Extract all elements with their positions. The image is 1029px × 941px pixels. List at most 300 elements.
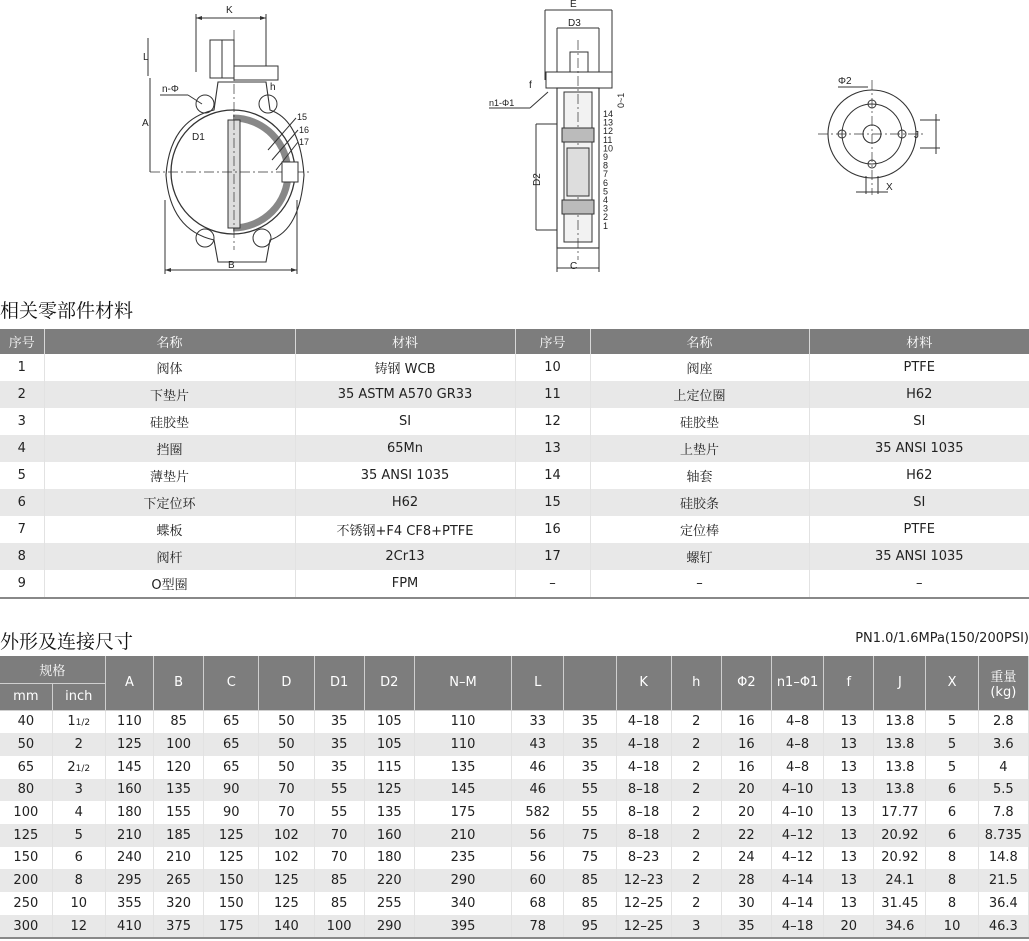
table-cell: 125 — [105, 733, 153, 756]
table-cell: 78 — [512, 915, 564, 939]
table-cell: 28 — [721, 869, 771, 892]
table-cell: 265 — [154, 869, 204, 892]
table-cell: 135 — [414, 756, 511, 779]
table-cell: 13 — [824, 847, 874, 870]
table-cell: 4–18 — [616, 710, 671, 733]
table-cell: 2 — [671, 779, 721, 802]
table-cell: 6 — [926, 824, 978, 847]
table-cell: 16 — [721, 710, 771, 733]
pressure-rating-note: PN1.0/1.6MPa(150/200PSI) — [855, 631, 1029, 646]
size-mm-cell: 300 — [0, 915, 52, 939]
table-row — [0, 733, 1029, 756]
flange-view-drawing — [818, 76, 940, 195]
table-cell: 180 — [105, 801, 153, 824]
dim-C-label: C — [570, 261, 578, 272]
table-cell: 2 — [671, 847, 721, 870]
table-cell: 1 — [0, 354, 44, 381]
table-cell: 下垫片 — [44, 381, 295, 408]
dim-f-label: f — [529, 80, 532, 91]
table-cell: 68 — [512, 892, 564, 915]
table-cell: 125 — [204, 847, 259, 870]
table-row — [0, 381, 1029, 408]
table-cell: 46.3 — [978, 915, 1028, 939]
table-cell: 90 — [204, 779, 259, 802]
table-cell: 60 — [512, 869, 564, 892]
size-inch-cell — [52, 824, 105, 847]
dim-D2-label: D2 — [532, 173, 543, 186]
table-cell: 2 — [671, 733, 721, 756]
table-cell: 3 — [0, 408, 44, 435]
table-cell: 185 — [154, 824, 204, 847]
table-cell: 阀杆 — [44, 543, 295, 570]
side-callout-11: 11 — [603, 134, 613, 145]
table-cell: 85 — [564, 869, 616, 892]
table-cell: 35 ANSI 1035 — [295, 462, 515, 489]
table-cell: 35 — [721, 915, 771, 939]
table-cell: 46 — [512, 779, 564, 802]
size-mm-cell: 80 — [0, 779, 52, 802]
table-row — [0, 489, 1029, 516]
table-cell: 4–10 — [771, 779, 823, 802]
size-mm-cell: 100 — [0, 801, 52, 824]
side-callout-4: 4 — [603, 195, 609, 205]
side-callout-2: 2 — [603, 212, 609, 223]
table-cell: 582 — [512, 801, 564, 824]
table-cell: 65 — [204, 756, 259, 779]
table-cell: 2 — [0, 381, 44, 408]
table-cell: 6 — [926, 779, 978, 802]
table-cell: 2Cr13 — [295, 543, 515, 570]
table-cell: 16 — [721, 756, 771, 779]
table-cell: 65 — [204, 710, 259, 733]
table-cell: 56 — [512, 824, 564, 847]
table-cell: 70 — [314, 824, 364, 847]
table-cell: 4–18 — [616, 756, 671, 779]
table-cell: 100 — [154, 733, 204, 756]
table-cell: 21.5 — [978, 869, 1028, 892]
size-inch-cell — [52, 733, 105, 756]
dims-col-header: D1 — [314, 656, 364, 710]
table-row — [0, 408, 1029, 435]
side-callout-3: 3 — [603, 203, 609, 214]
callout-15: 15 — [297, 112, 308, 122]
table-cell: 9 — [0, 570, 44, 598]
table-cell: 34.6 — [874, 915, 926, 939]
dim-0-1-label: 0~1 — [616, 92, 626, 108]
table-cell: 定位棒 — [590, 516, 809, 543]
table-row — [0, 892, 1029, 915]
inch-whole: 5 — [74, 827, 83, 843]
table-cell: 4–8 — [771, 756, 823, 779]
dims-col-header: C — [204, 656, 259, 710]
table-row — [0, 516, 1029, 543]
table-cell: 13.8 — [874, 756, 926, 779]
table-row — [0, 824, 1029, 847]
table-cell: 6 — [0, 489, 44, 516]
parts-materials-table — [0, 329, 1029, 599]
table-cell: H62 — [906, 468, 933, 483]
side-callout-14: 14 — [603, 109, 614, 119]
table-cell: 43 — [512, 733, 564, 756]
dims-col-header: D — [259, 656, 314, 710]
dims-col-header: h — [671, 656, 721, 710]
table-cell: 20.92 — [874, 847, 926, 870]
parts-col-header: 名称 — [590, 329, 809, 354]
table-cell: 35 — [564, 710, 616, 733]
front-view-drawing — [142, 5, 310, 274]
size-mm-cell: 200 — [0, 869, 52, 892]
table-cell: 210 — [105, 824, 153, 847]
table-cell: 硅胶垫 — [590, 408, 809, 435]
inch-whole: 4 — [74, 805, 83, 821]
table-cell: 轴套 — [590, 462, 809, 489]
table-row — [0, 543, 1029, 570]
table-cell: 挡圈 — [44, 435, 295, 462]
dim-D3-label: D3 — [568, 18, 581, 29]
table-cell: 硅胶条 — [590, 489, 809, 516]
table-cell: 340 — [414, 892, 511, 915]
table-cell: – — [809, 570, 1029, 598]
table-cell: 20 — [721, 779, 771, 802]
side-callout-1: 1 — [603, 220, 609, 231]
table-cell: 蝶板 — [44, 516, 295, 543]
table-cell: 160 — [364, 824, 414, 847]
table-cell: 4–12 — [771, 847, 823, 870]
size-inch-cell — [52, 710, 105, 733]
table-cell: 255 — [364, 892, 414, 915]
table-cell: 210 — [414, 824, 511, 847]
table-cell: 8–18 — [616, 801, 671, 824]
table-cell: 17 — [515, 543, 590, 570]
table-cell: – — [515, 570, 590, 598]
table-cell: PTFE — [903, 522, 935, 537]
table-cell: 3 — [671, 915, 721, 939]
dims-col-header — [564, 656, 616, 710]
parts-col-header: 序号 — [0, 329, 44, 354]
table-cell: 5 — [926, 733, 978, 756]
table-cell: 50 — [259, 710, 314, 733]
table-cell: 24 — [721, 847, 771, 870]
table-cell: SI — [913, 414, 926, 429]
table-cell: 55 — [564, 779, 616, 802]
side-callout-9: 9 — [603, 152, 609, 162]
table-cell: 110 — [414, 710, 511, 733]
table-cell: 铸钢 WCB — [295, 354, 515, 381]
table-cell: 6 — [926, 801, 978, 824]
table-cell: 355 — [105, 892, 153, 915]
dims-header-row-1 — [0, 656, 1029, 683]
inch-whole: 1 — [67, 714, 76, 730]
table-cell: 395 — [414, 915, 511, 939]
table-cell: 2 — [671, 756, 721, 779]
table-cell: 175 — [204, 915, 259, 939]
table-cell: 145 — [414, 779, 511, 802]
table-cell: 13.8 — [874, 710, 926, 733]
table-cell: 3.6 — [978, 733, 1028, 756]
inch-whole: 2 — [74, 737, 83, 753]
table-cell: 290 — [364, 915, 414, 939]
table-cell: 85 — [314, 892, 364, 915]
table-cell: H62 — [295, 489, 515, 516]
table-cell: 35 — [564, 756, 616, 779]
table-cell: 12–25 — [616, 892, 671, 915]
mm-col-header: mm — [0, 683, 52, 710]
table-cell: 10 — [926, 915, 978, 939]
callout-17: 17 — [299, 137, 310, 147]
table-cell: 36.4 — [978, 892, 1028, 915]
table-cell: SI — [295, 408, 515, 435]
table-cell: 295 — [105, 869, 153, 892]
table-cell: 20.92 — [874, 824, 926, 847]
table-cell: 2.8 — [978, 710, 1028, 733]
table-cell: 100 — [314, 915, 364, 939]
table-cell: 50 — [259, 756, 314, 779]
table-cell: 115 — [364, 756, 414, 779]
size-mm-cell: 40 — [0, 710, 52, 733]
size-inch-cell — [52, 869, 105, 892]
dims-col-header: L — [512, 656, 564, 710]
table-cell: 160 — [105, 779, 153, 802]
parts-section-title: 相关零部件材料 — [0, 300, 134, 322]
table-cell: 12–25 — [616, 915, 671, 939]
table-cell: 75 — [564, 824, 616, 847]
table-cell: 阀座 — [590, 354, 809, 381]
parts-col-header: 材料 — [295, 329, 515, 354]
dims-col-header: A — [105, 656, 153, 710]
table-cell: H62 — [809, 381, 1029, 408]
size-mm-cell: 125 — [0, 824, 52, 847]
table-cell: 35 ANSI 1035 — [809, 543, 1029, 570]
table-cell: 125 — [364, 779, 414, 802]
table-cell: 95 — [564, 915, 616, 939]
size-inch-cell — [52, 801, 105, 824]
table-cell: 210 — [154, 847, 204, 870]
table-cell: 13.8 — [874, 733, 926, 756]
inch-whole: 3 — [74, 782, 83, 798]
callout-16: 16 — [299, 125, 310, 135]
table-cell: 46 — [512, 756, 564, 779]
parts-table-header-row — [0, 329, 1029, 354]
table-cell: 13 — [824, 733, 874, 756]
table-cell: 120 — [154, 756, 204, 779]
inch-whole: 2 — [67, 759, 76, 775]
table-cell: 410 — [105, 915, 153, 939]
table-cell: 硅胶垫 — [44, 408, 295, 435]
size-mm-cell: 150 — [0, 847, 52, 870]
table-cell: 薄垫片 — [44, 462, 295, 489]
table-cell: 5.5 — [978, 779, 1028, 802]
table-cell: 50 — [259, 733, 314, 756]
table-cell: 125 — [204, 824, 259, 847]
size-mm-cell: 50 — [0, 733, 52, 756]
table-cell: 上垫片 — [590, 435, 809, 462]
table-row — [0, 847, 1029, 870]
table-cell: 33 — [512, 710, 564, 733]
table-cell: 175 — [414, 801, 511, 824]
table-cell: 16 — [515, 516, 590, 543]
dim-D1-label: D1 — [192, 132, 205, 143]
table-cell: 102 — [259, 824, 314, 847]
dims-section-title: 外形及连接尺寸 — [0, 631, 134, 653]
table-cell: 35 — [314, 733, 364, 756]
table-cell: 235 — [414, 847, 511, 870]
dim-L-label: L — [143, 52, 149, 63]
table-cell: 70 — [314, 847, 364, 870]
table-cell: 4–8 — [771, 733, 823, 756]
side-callout-8: 8 — [603, 160, 609, 171]
table-cell: FPM — [295, 570, 515, 598]
table-cell: 56 — [512, 847, 564, 870]
table-cell: 8 — [926, 847, 978, 870]
table-row — [0, 915, 1029, 939]
table-cell: 105 — [364, 733, 414, 756]
table-cell: 2 — [671, 869, 721, 892]
table-cell: 375 — [154, 915, 204, 939]
dim-n1phi1-label: n1-Φ1 — [489, 98, 515, 108]
table-cell: 31.45 — [874, 892, 926, 915]
side-view-drawing — [489, 0, 626, 272]
side-callout-7: 7 — [603, 169, 609, 180]
table-cell: 135 — [364, 801, 414, 824]
table-cell: 125 — [259, 892, 314, 915]
table-cell: 70 — [259, 779, 314, 802]
table-cell: 4–14 — [771, 892, 823, 915]
parts-col-header: 序号 — [515, 329, 590, 354]
table-cell: 2 — [671, 824, 721, 847]
dim-nphi-label: n-Φ — [162, 84, 179, 95]
dims-col-header: B — [154, 656, 204, 710]
table-cell: 不锈钢+F4 CF8+PTFE — [295, 516, 515, 543]
table-cell: 90 — [204, 801, 259, 824]
table-cell: 13 — [824, 824, 874, 847]
dims-col-header: n1–Φ1 — [771, 656, 823, 710]
table-cell: O型圈 — [44, 570, 295, 598]
table-cell: 13 — [824, 756, 874, 779]
dim-E-label: E — [570, 0, 577, 10]
table-cell: 2 — [671, 710, 721, 733]
table-cell: 阀体 — [44, 354, 295, 381]
table-cell: 12–23 — [616, 869, 671, 892]
side-callout-10: 10 — [603, 143, 614, 154]
dim-X-label: X — [886, 182, 893, 193]
table-cell: 85 — [154, 710, 204, 733]
dims-col-header: K — [616, 656, 671, 710]
table-cell: 125 — [259, 869, 314, 892]
table-cell: 12 — [515, 408, 590, 435]
table-cell: 11 — [515, 381, 590, 408]
inch-col-header: inch — [52, 683, 105, 710]
dimensions-table — [0, 656, 1029, 939]
table-cell: 上定位圈 — [590, 381, 809, 408]
table-cell: 8–23 — [616, 847, 671, 870]
dim-J-label: J — [914, 130, 919, 141]
side-callout-13: 13 — [603, 117, 614, 128]
table-cell: 4–14 — [771, 869, 823, 892]
size-mm-cell: 250 — [0, 892, 52, 915]
table-cell: 35 — [314, 710, 364, 733]
table-cell: 110 — [414, 733, 511, 756]
table-cell: 4–18 — [771, 915, 823, 939]
inch-fraction: 1/2 — [75, 763, 91, 774]
table-cell: 17.77 — [874, 801, 926, 824]
table-cell: 105 — [364, 710, 414, 733]
side-callout-6: 6 — [603, 177, 609, 188]
table-cell: 4 — [0, 435, 44, 462]
table-cell: 35 — [564, 733, 616, 756]
table-cell: 8.735 — [978, 824, 1028, 847]
table-cell: 13 — [824, 710, 874, 733]
table-cell: 2 — [671, 892, 721, 915]
table-cell: 13 — [824, 892, 874, 915]
table-cell: 8–18 — [616, 779, 671, 802]
size-inch-cell — [52, 847, 105, 870]
table-cell: 5 — [926, 756, 978, 779]
size-inch-cell — [52, 892, 105, 915]
table-cell: 13 — [824, 779, 874, 802]
table-cell: PTFE — [903, 360, 935, 375]
table-cell: 4–12 — [771, 824, 823, 847]
table-cell: 14 — [515, 462, 590, 489]
table-cell: 2 — [671, 801, 721, 824]
table-row — [0, 779, 1029, 802]
table-row — [0, 756, 1029, 779]
dims-col-header: D2 — [364, 656, 414, 710]
size-inch-cell — [52, 756, 105, 779]
inch-fraction: 1/2 — [75, 718, 91, 729]
table-cell: 180 — [364, 847, 414, 870]
spec-group-header: 规格 — [0, 656, 105, 683]
table-cell: 85 — [314, 869, 364, 892]
table-cell: 135 — [154, 779, 204, 802]
table-cell: SI — [809, 489, 1029, 516]
table-cell: 8–18 — [616, 824, 671, 847]
table-cell: 4 — [978, 756, 1028, 779]
table-row — [0, 710, 1029, 733]
table-cell: 20 — [824, 915, 874, 939]
table-cell: 7 — [0, 516, 44, 543]
dim-B-label: B — [228, 260, 235, 271]
inch-whole: 8 — [74, 873, 83, 889]
inch-whole: 10 — [70, 895, 88, 911]
table-cell: 65 — [204, 733, 259, 756]
table-cell: 15 — [515, 489, 590, 516]
side-callout-5: 5 — [603, 186, 609, 197]
dims-col-header: J — [874, 656, 926, 710]
weight-col-header: 重量 (kg) — [978, 656, 1028, 710]
table-row — [0, 354, 1029, 381]
table-cell: 13 — [824, 801, 874, 824]
table-cell: 55 — [314, 779, 364, 802]
table-cell: 22 — [721, 824, 771, 847]
table-row — [0, 570, 1029, 598]
dims-col-header: f — [824, 656, 874, 710]
parts-col-header: 名称 — [44, 329, 295, 354]
dim-h-label: h — [270, 82, 276, 93]
dim-K-label: K — [226, 5, 233, 16]
table-cell: 13 — [824, 869, 874, 892]
table-cell: 290 — [414, 869, 511, 892]
table-cell: 155 — [154, 801, 204, 824]
table-cell: 4–18 — [616, 733, 671, 756]
table-cell: 20 — [721, 801, 771, 824]
technical-drawings — [0, 0, 1029, 285]
table-cell: 150 — [204, 892, 259, 915]
table-cell: 螺钉 — [590, 543, 809, 570]
table-cell: 240 — [105, 847, 153, 870]
table-cell: 8 — [0, 543, 44, 570]
dim-A-label: A — [142, 118, 149, 129]
size-mm-cell: 65 — [0, 756, 52, 779]
